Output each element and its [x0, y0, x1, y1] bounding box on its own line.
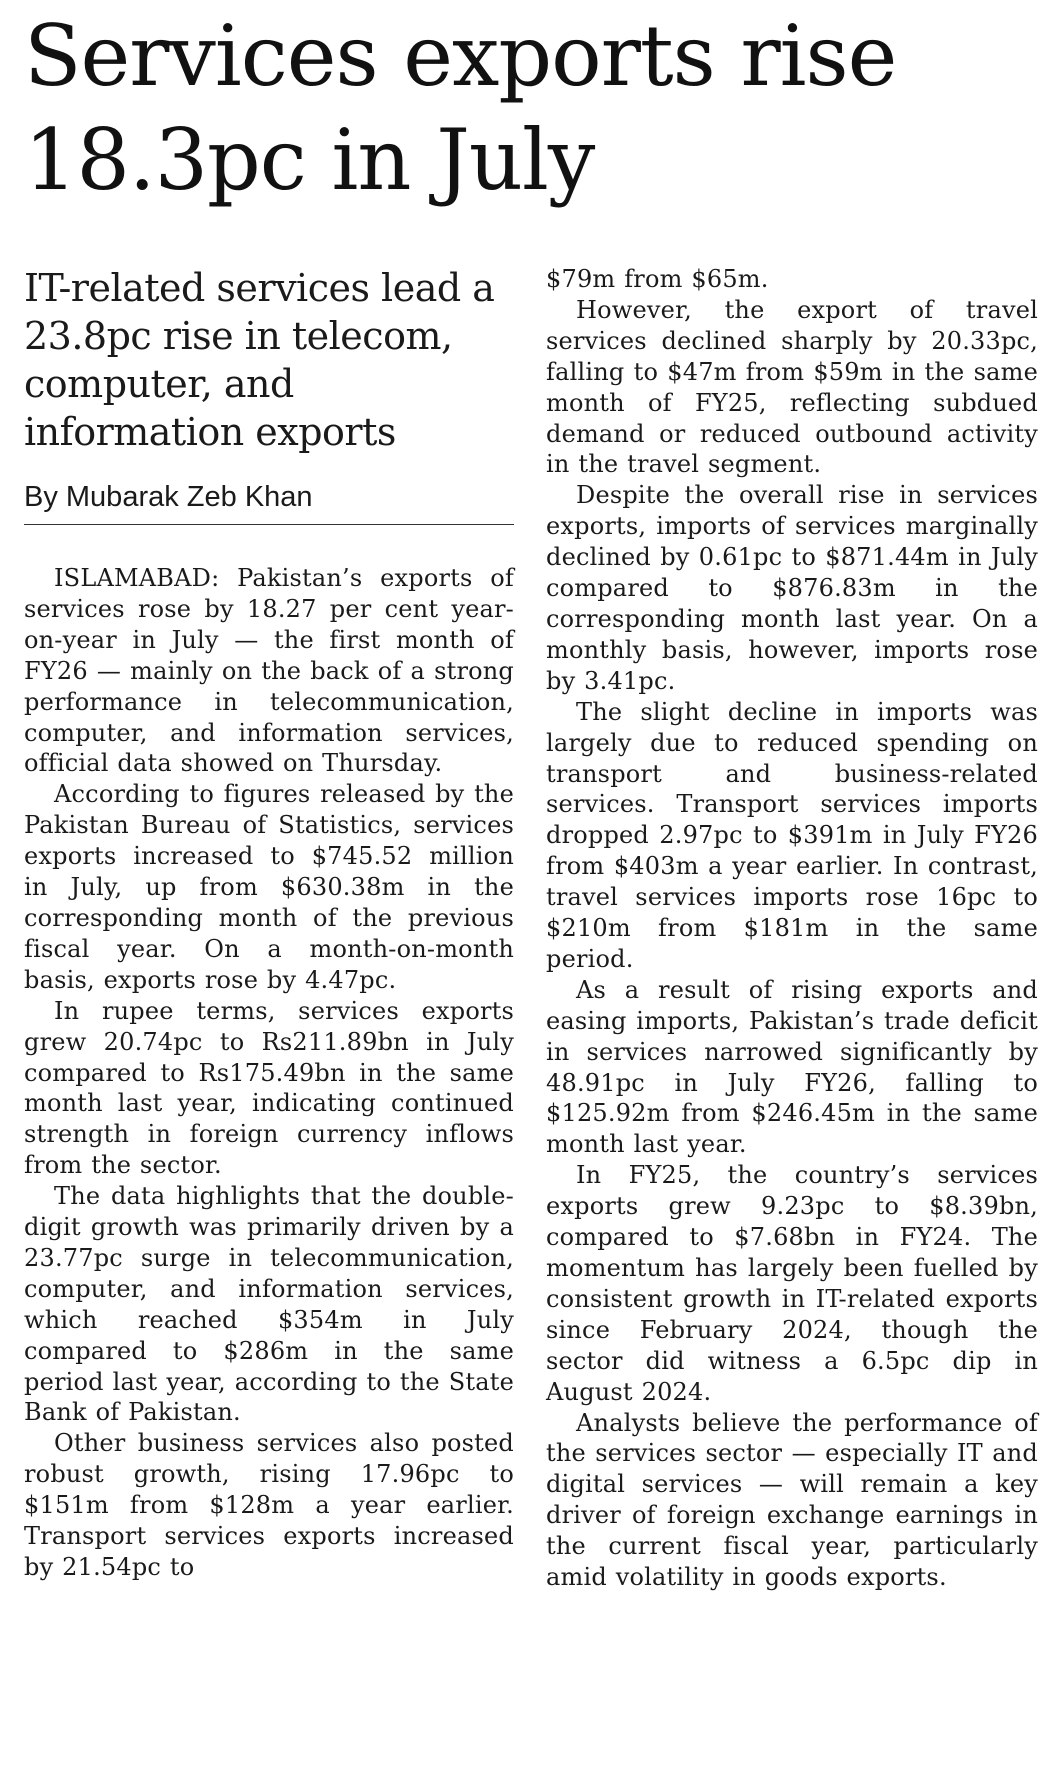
byline: By Mubarak Zeb Khan: [24, 481, 313, 513]
paragraph: ISLAMABAD: Pakistan’s exports of services rose by 18.27 per cent year-on-year in July — the first month of FY26 — mainly on the back of a strong performance in telecommunication, computer, and information services, official data showed on Thursday.: [24, 564, 514, 778]
subheadline: IT-related services lead a 23.8pc rise in telecom, computer, and information exports: [24, 266, 495, 454]
headline: Services exports rise 18.3pc in July: [24, 7, 897, 209]
paragraph-continuation: $79m from $65m.: [546, 265, 769, 293]
paragraph: In rupee terms, services exports grew 20.74pc to Rs211.89bn in July compared to Rs175.49bn in the same month last year, indicating continued strength in foreign currency inflows from the sector.: [24, 996, 514, 1180]
byline-divider: [24, 524, 514, 525]
paragraph: Other business services also posted robust growth, rising 17.96pc to $151m from $128m a year earlier. Transport services exports increased by 21.54pc to: [24, 1429, 514, 1581]
paragraph: According to figures released by the Pakistan Bureau of Statistics, services exports increased to $745.52 million in July, up from $630.38m in the corresponding month of the previous fiscal year. On a month-on-month basis, exports rose by 4.47pc.: [24, 780, 514, 994]
left-column: [24, 264, 514, 1583]
paragraph: However, the export of travel services declined sharply by 20.33pc, falling to $47m from $59m in the same month of FY25, reflecting subdued demand or reduced outbound activity in the travel segment.: [546, 295, 1038, 479]
paragraph: In FY25, the country’s services exports grew 9.23pc to $8.39bn, compared to $7.68bn in FY24. The momentum has largely been fuelled by consistent growth in IT-related exports since February 2024, though the sector did witness a 6.5pc dip in August 2024.: [546, 1161, 1038, 1406]
paragraph: As a result of rising exports and easing imports, Pakistan’s trade deficit in services narrowed significantly by 48.91pc in July FY26, falling to $125.92m from $246.45m in the same month last year.: [546, 975, 1038, 1159]
paragraph: The data highlights that the double-digit growth was primarily driven by a 23.77pc surge in telecommunication, computer, and information services, which reached $354m in July compared to $286m in the same period last year, according to the State Bank of Pakistan.: [24, 1182, 514, 1427]
paragraph: Despite the overall rise in services exports, imports of services marginally declined by 0.61pc to $871.44m in July compared to $876.83m in the corresponding month last year. On a monthly basis, however, imports rose by 3.41pc.: [546, 481, 1038, 695]
paragraph: The slight decline in imports was largely due to reduced spending on transport and business-related services. Transport services imports dropped 2.97pc to $391m in July FY26 from $403m a year earlier. In contrast, travel services imports rose 16pc to $210m from $181m in the same period.: [546, 697, 1038, 973]
right-column: [546, 264, 1038, 1593]
paragraph: Analysts believe the performance of the services sector — especially IT and digital services — will remain a key driver of foreign exchange earnings in the current fiscal year, particularly amid volatility in goods exports.: [546, 1408, 1038, 1592]
